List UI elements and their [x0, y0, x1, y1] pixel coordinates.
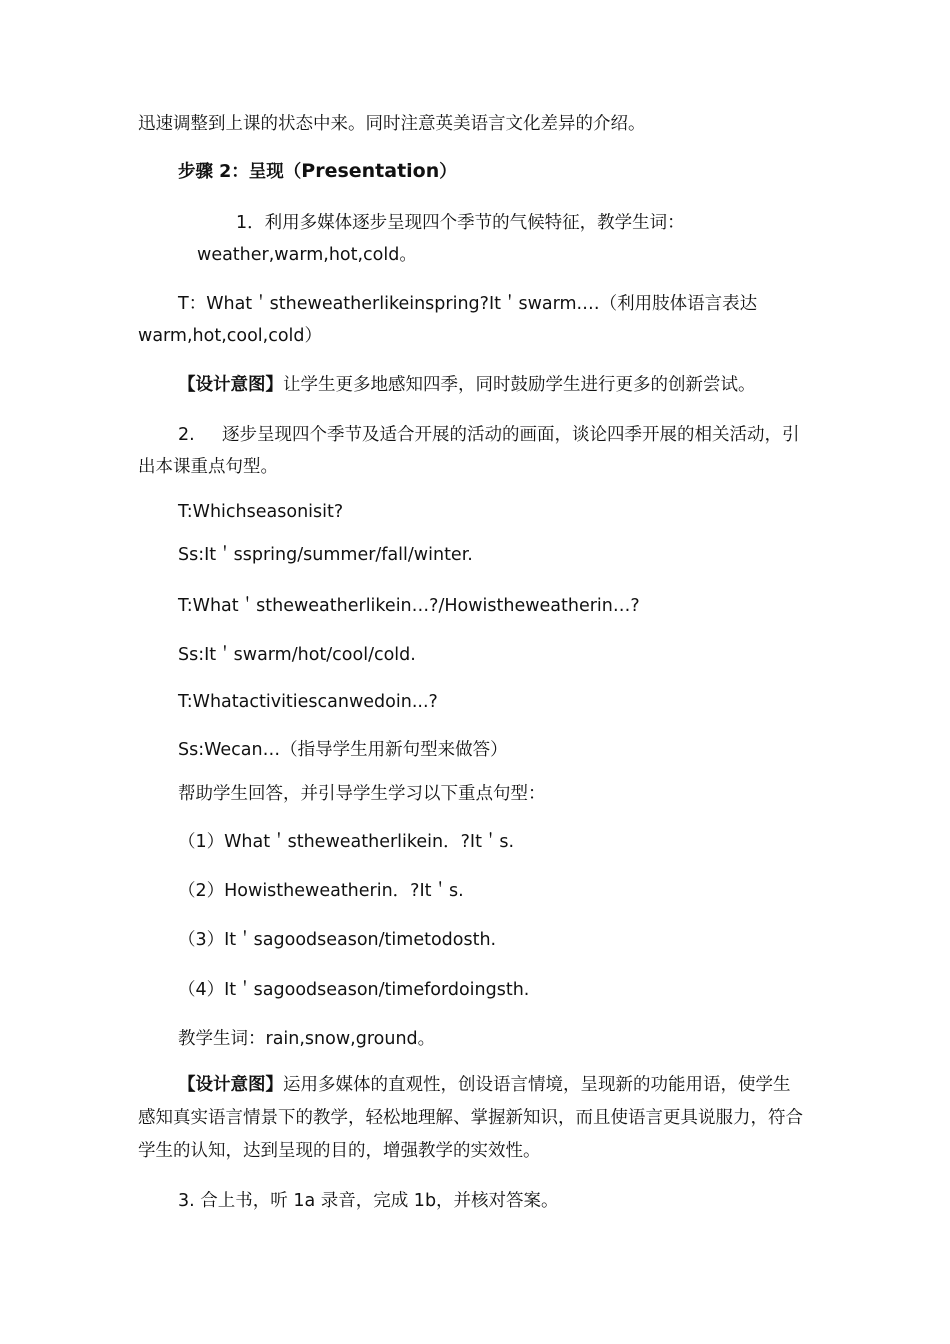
vocab-line: 教学生词：rain,snow,ground。	[178, 1029, 436, 1049]
dialog-line: T:Whatactivitiescanwedoin...?	[178, 692, 438, 712]
help-text: 帮助学生回答，并引导学生学习以下重点句型：	[178, 784, 546, 804]
design-intent-1	[178, 373, 756, 397]
design-intent-2	[178, 1073, 791, 1097]
pattern-item: （4）It＇sagoodseason/timefordoingsth.	[178, 980, 530, 1000]
design-intent-text: 让学生更多地感知四季，同时鼓励学生进行更多的创新尝试。	[283, 375, 756, 395]
item2-line2: 出本课重点句型。	[138, 457, 278, 477]
dialog-line: Ss:Wecan…（指导学生用新句型来做答）	[178, 740, 508, 760]
step2-title: 步骤 2：呈现（	[178, 162, 302, 182]
item1-line2: weather,warm,hot,cold。	[197, 245, 417, 265]
pattern-item: （2）Howistheweatherin．?It＇s.	[178, 881, 464, 901]
design-intent-2-line2: 感知真实语言情景下的教学，轻松地理解、掌握新知识，而且使语言更具说服力，符合	[138, 1108, 803, 1128]
design-intent-2-line3: 学生的认知，达到呈现的目的，增强教学的实效性。	[138, 1141, 541, 1161]
dialog-line: T:What＇stheweatherlikein…?/Howistheweatherin…?	[178, 596, 640, 616]
dialog-line: Ss:It＇swarm/hot/cool/cold.	[178, 645, 416, 665]
item3: 3. 合上书，听 1a 录音，完成 1b，并核对答案。	[178, 1191, 559, 1211]
teacher-line1: T：What＇stheweatherlikeinspring?It＇swarm.…（利用肢体语言表达	[178, 294, 758, 314]
pattern-item: （1）What＇stheweatherlikein．?It＇s.	[178, 832, 515, 852]
dialog-line: Ss:It＇sspring/summer/fall/winter.	[178, 545, 473, 565]
step2-title-end: ）	[439, 162, 457, 182]
item2-number: 2.	[178, 425, 195, 445]
design-intent-label: 【设计意图】	[178, 375, 283, 395]
item2-line1: 逐步呈现四个季节及适合开展的活动的画面，谈论四季开展的相关活动，引	[222, 425, 800, 445]
intro-paragraph: 迅速调整到上课的状态中来。同时注意英美语言文化差异的介绍。	[138, 114, 646, 134]
dialog-line: T:Whichseasonisit?	[178, 502, 344, 522]
step2-heading	[178, 159, 457, 184]
pattern-item: （3）It＇sagoodseason/timetodosth.	[178, 930, 497, 950]
design-intent-text: 运用多媒体的直观性，创设语言情境，呈现新的功能用语，使学生	[283, 1075, 791, 1095]
design-intent-label: 【设计意图】	[178, 1075, 283, 1095]
step2-title-en: Presentation	[301, 160, 440, 182]
teacher-line2: warm,hot,cool,cold）	[138, 326, 323, 346]
item1-line1: 1．利用多媒体逐步呈现四个季节的气候特征，教学生词：	[236, 213, 685, 233]
